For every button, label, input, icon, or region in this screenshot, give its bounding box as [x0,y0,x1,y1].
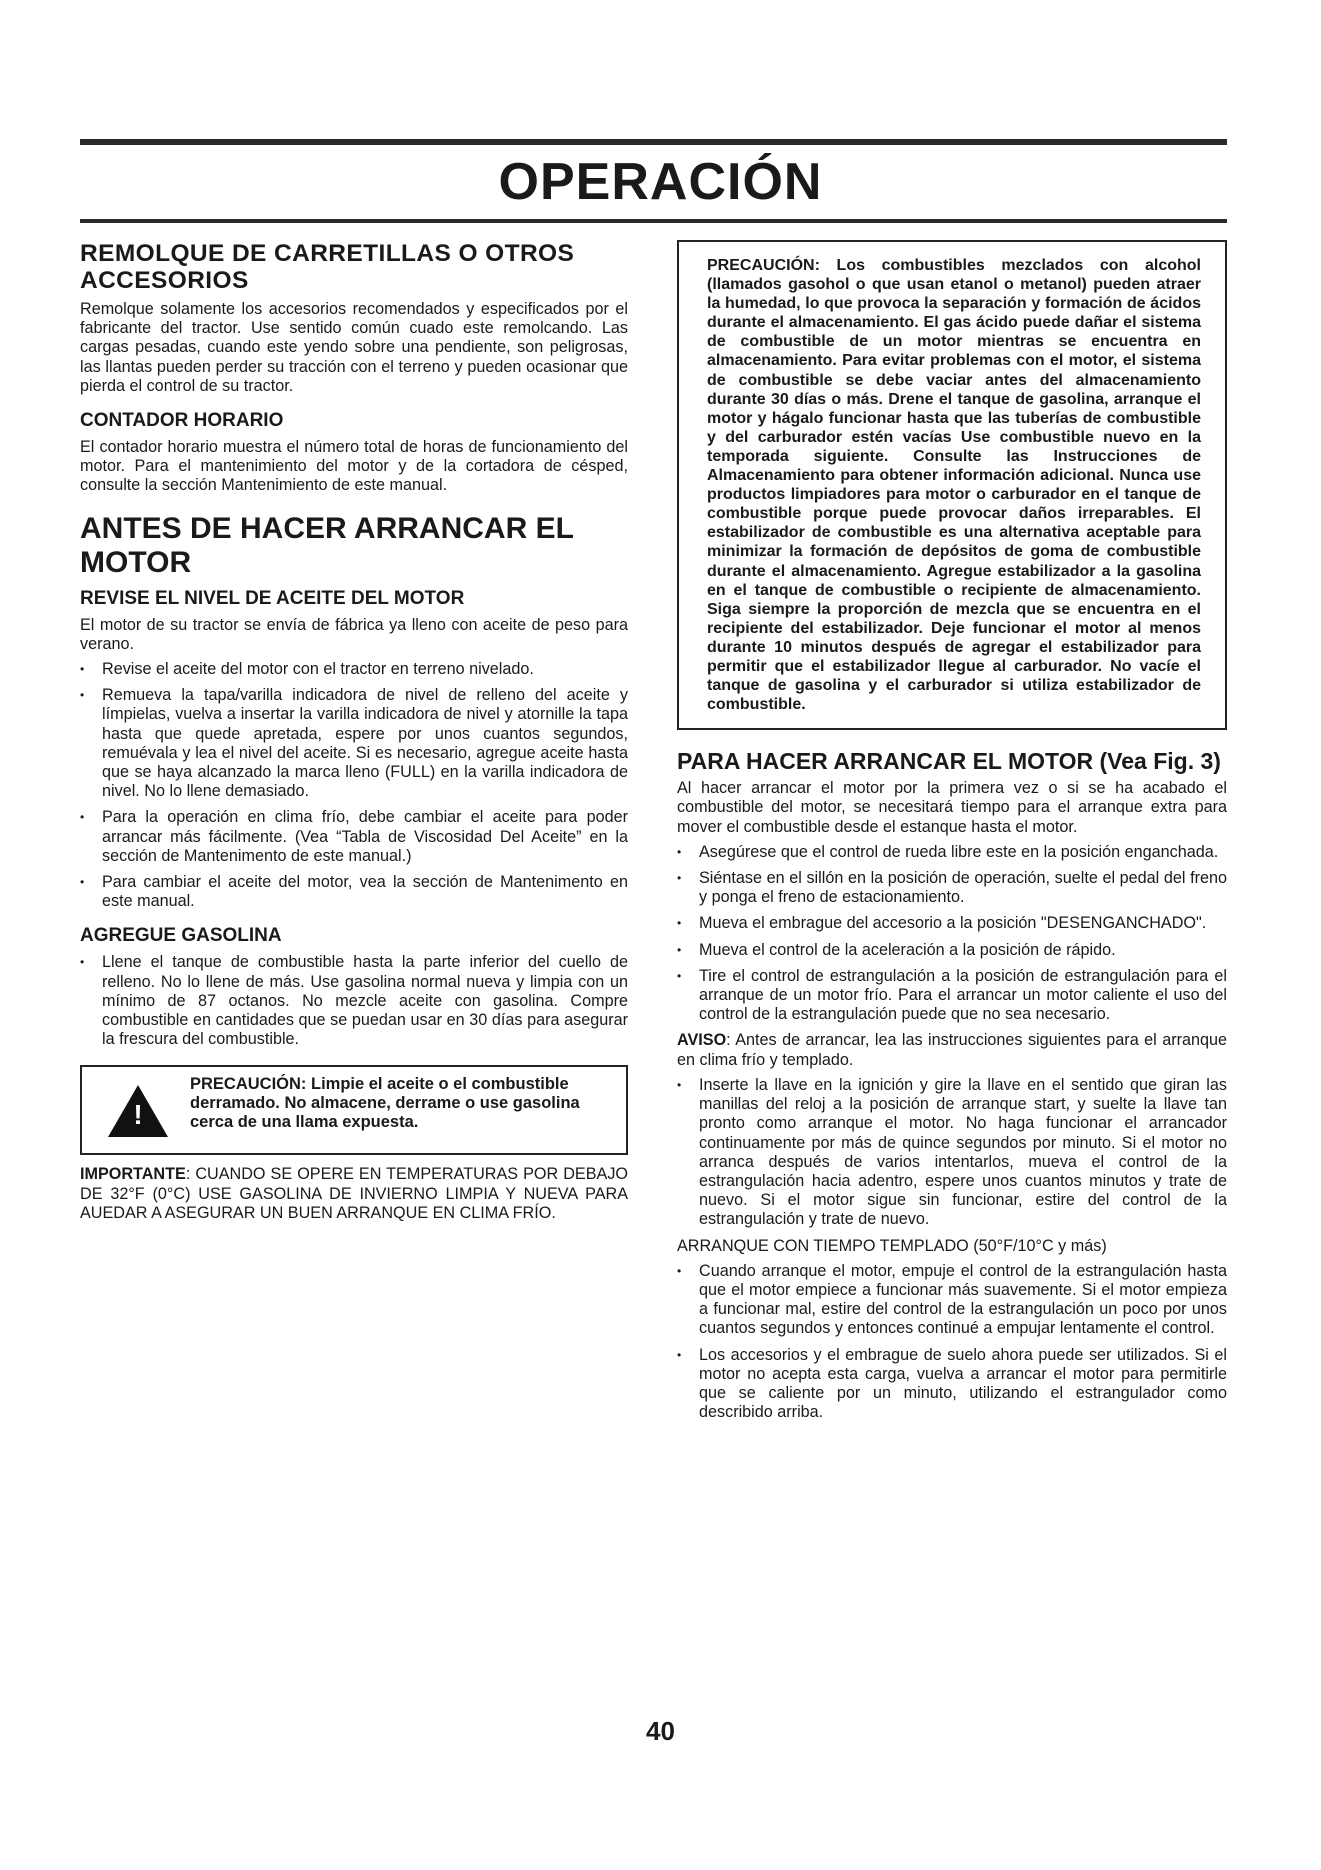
important-note [80,1165,628,1223]
section-body-hour-meter: El contador horario muestra el número total de horas de funcionamiento del motor. Para el mantenimiento del motor y de la cortadora de césped, consulte la sección Mantenimiento de este manual. [80,438,628,495]
list-item: • Tire el control de estrangulación a la posición de estrangulación para el arranque de un motor frío. Para el arrancar un motor caliente el uso del control de la estrangulación puede que no sea necesario. [677,967,1227,1025]
list-item: • Para cambiar el aceite del motor, vea la sección de Mantenimento en este manual. [80,873,628,911]
fuel-caution-box: PRECAUCIÓN: Los combustibles mezclados con alcohol (llamados gasohol o que usan etanol o metanol) pueden atraer la humedad, lo que provoca la separación y formación de ácidos durante el almacenamiento. El gas ácido puede dañar el sistema de combustible de un motor mientras se encuentra en almacenamiento. Para evitar problemas con el motor, el sistema de combustible se debe vaciar antes del almacenamiento durante 30 días o más. Drene el tanque de gasolina, arranque el motor y hágalo funcionar hasta que las tuberías de combustible y del carburador estén vacías Use combustible nuevo en la temporada siguiente. Consulte las Instrucciones de Almacenamiento para obtener información adicional. Nunca use productos limpiadores para motor o carburador en el tanque de combustible porque puede provocar daños irreparables. El estabilizador de combustible es una alternativa aceptable para minimizar la formación de depósitos de goma de combustible durante el almacenamiento. Agregue estabilizador a la gasolina en el tanque de combustible o recipiente de almacenamiento. Siga siempre la proporción de mezcla que se encuentra en el recipiente del estabilizador. Deje funcionar el motor al menos durante 10 minutos después de agregar el estabilizador para permitir que el estabilizador llegue al carburador. No vacíe el tanque de gasolina y el carburador si utiliza estabilizador de combustible. [677,240,1227,730]
list-item: • Mueva el embrague del accesorio a la posición "DESENGANCHADO". [677,914,1227,933]
page-number: 40 [646,1716,675,1746]
header-rule-top [80,139,1227,145]
list-item: • Remueva la tapa/varilla indicadora de nivel de relleno del aceite y límpielas, vuelva a insertar la varilla indicadora de nivel y atornille la tapa hasta que quede apretada, espere por unos cuantos segundos, remuévala y lea el nivel del aceite. Si es necesario, agregue aceite hasta que se haya alcanzado la marca lleno (FULL) en la varilla indicadora de nivel. No lo llene demasiado. [80,686,628,801]
list-item: • Llene el tanque de combustible hasta la parte inferior del cuello de relleno. No lo llene de más. Use gasolina normal nueva y limpia con un mínimo de 87 octanos. No mezcle aceite con gasolina. Compre combustible en cantidades que se puedan usar en 30 días para asegurar la frescura del combustible. [80,953,628,1049]
section-heading-add-fuel: AGREGUE GASOLINA [80,925,282,947]
list-item: • Siéntase en el sillón en la posición de operación, suelte el pedal del freno y ponga el freno de estacionamiento. [677,869,1227,907]
list-item: • Inserte la llave en la ignición y gire la llave en el sentido que giran las manillas del reloj a la posición de arranque start, y suelte la llave tan pronto como arranque el motor. No haga funcionar el arrancador continuamente por más de quince segundos por minuto. Si el motor no arranca después de varios intentarlos, mueva el control de la estrangulación hacia adentro, espere unos cuantos minutos y trate de nuevo. Si el motor sigue sin funcionar, estire del control de la estrangulación y trate de nuevo. [677,1076,1227,1230]
section-heading-hour-meter: CONTADOR HORARIO [80,410,284,432]
fuel-warning-text: PRECAUCIÓN: Limpie el aceite o el combustible derramado. No almacene, derrame o use gasolina cerca de una llama expuesta. [190,1075,580,1132]
section-heading-oil-level: REVISE EL NIVEL DE ACEITE DEL MOTOR [80,587,465,609]
list-item: • Los accesorios y el embrague de suelo ahora puede ser utilizados. Si el motor no acepta esta carga, vuelva a arrancar el motor para permitirle que se caliente por un minuto, utilizando el estrangulador como describido arriba. [677,1346,1227,1423]
important-text: : CUANDO SE OPERE EN TEMPERATURAS POR DEBAJO DE 32°F (0°C) USE GASOLINA DE INVIERNO LIMPIA Y NUEVA PARA AUEDAR A ASEGURAR UN BUEN ARRANQUE EN CLIMA FRÍO. [80,1165,628,1222]
list-item: • Asegúrese que el control de rueda libre este en la posición enganchada. [677,843,1227,862]
warm-start-heading: ARRANQUE CON TIEMPO TEMPLADO (50°F/10°C y más) [677,1236,1107,1255]
list-item: • Revise el aceite del motor con el tractor en terreno nivelado. [80,660,628,679]
add-fuel-list [80,953,628,1049]
section-body-start-engine: Al hacer arrancar el motor por la primera vez o si se ha acabado el combustible del motor, se necesitará tiempo para el arranque extra para mover el combustible desde el estanque hasta el motor. [677,779,1227,836]
section-body-oil-level: El motor de su tractor se envía de fábrica ya lleno con aceite de peso para verano. [80,615,628,653]
exclamation-icon: ! [133,1099,143,1131]
aviso-label: AVISO [677,1031,727,1050]
list-item: • Para la operación en clima frío, debe cambiar el aceite para poder arrancar más fácilmente. (Vea “Tabla de Viscosidad Del Aceite” en la sección de Mantenimento de este manual.) [80,808,628,866]
list-item: • Mueva el control de la aceleración a la posición de rápido. [677,941,1227,960]
left-column [80,240,628,1229]
list-item: • Cuando arranque el motor, empuje el control de la estrangulación hasta que el motor empiece a funcionar más suavemente. Si el motor empieza a funcionar mal, estire del control de la estrangulación un poco por unos cuantos segundos y entonces continué a empujar lentamente el control. [677,1262,1227,1339]
fuel-warning-box [80,1065,628,1155]
section-heading-start-engine: PARA HACER ARRANCAR EL MOTOR (Vea Fig. 3) [677,748,1221,775]
aviso-note [677,1031,1227,1069]
section-heading-towing: REMOLQUE DE CARRETILLAS O OTROS ACCESORIOS [80,240,575,294]
right-column [677,240,1227,1429]
aviso-text: : Antes de arrancar, lea las instrucciones siguientes para el arranque en clima frío y templado. [677,1031,1227,1069]
header-rule-bottom [80,219,1227,223]
start-engine-list [677,843,1227,1025]
cold-start-list [677,1076,1227,1230]
warm-start-list [677,1262,1227,1423]
section-heading-before-start: ANTES DE HACER ARRANCAR EL MOTOR [80,511,574,579]
oil-level-list [80,660,628,911]
important-label: IMPORTANTE [80,1165,186,1184]
section-body-towing: Remolque solamente los accesorios recomendados y especificados por el fabricante del tractor. Use sentido común cuado este remolcando. Las cargas pesadas, cuando este yendo sobre una pendiente, son peligrosas, las llantas pueden perder su tracción con el terreno y pueden ocasionar que pierda el control de su tractor. [80,300,628,395]
page-title: OPERACIÓN [498,153,823,211]
